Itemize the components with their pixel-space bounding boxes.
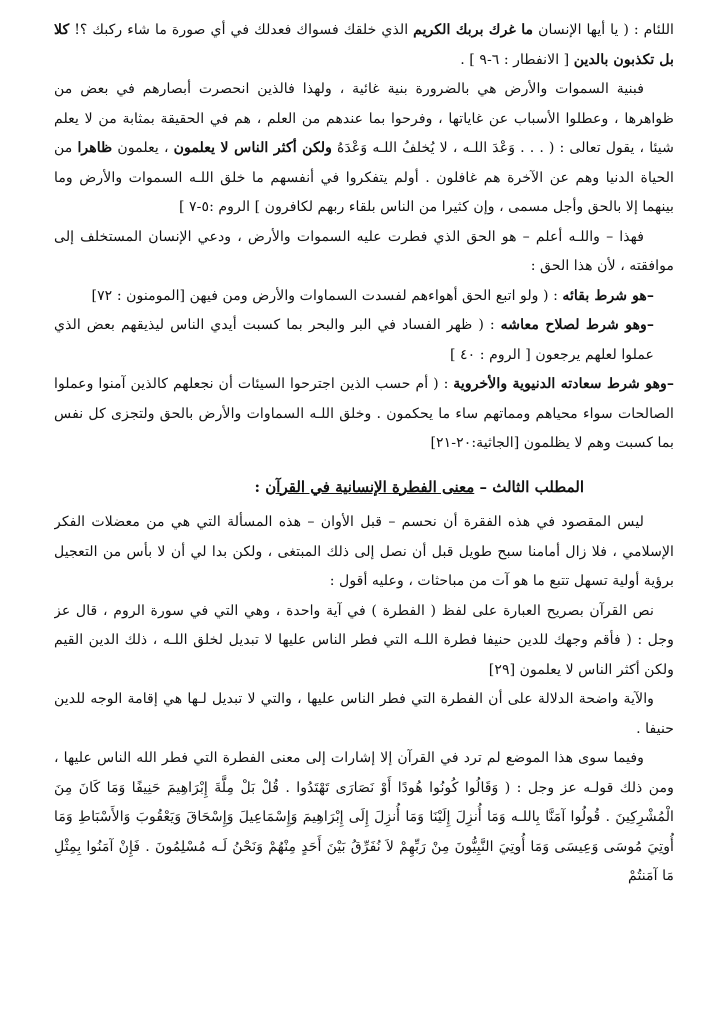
paragraph-teleology	[54, 75, 674, 223]
section-heading-title: معنى الفطرة الإنسانية في القرآن	[265, 477, 475, 496]
paragraph-other-references: وفيما سوى هذا الموضع لم ترد في القرآن إلا إشارات إلى معنى الفطرة التي فطر الله الناس عليها ، ومن ذلك قولـه عز وجل : ( وَقَالُوا كُونُوا هُودًا أَوْ نَصَارَى تَهْتَدُوا . قُلْ بَلْ مِلَّةَ إِبْرَاهِيمَ حَنِيفًا وَمَا كَانَ مِنَ الْمُشْرِكِينَ . قُولُوا آمَنَّا بِاللـه وَمَا أُنزِلَ إِلَيْنَا وَمَا أُنزِلَ إِلَى إِبْرَاهِيمَ وَإِسْمَاعِيلَ وَإِسْحَاقَ وَيَعْقُوبَ وَالأَسْبَاطِ وَمَا أُوتِيَ مُوسَى وَعِيسَى وَمَا أُوتِيَ النَّبِيُّونَ مِنْ رَبِّهِمْ لاَ نُفَرِّقُ بَيْنَ أَحَدٍ مِنْهُمْ وَنَحْنُ لَـه مُسْلِمُونَ . فَإِنْ آمَنُوا بِمِثْلِ مَا آمَنتُمْ	[54, 750, 674, 884]
list-item-lead: –هو شرط بقائه	[562, 287, 654, 304]
list-item-survival	[54, 282, 674, 312]
list-item-text: : ( أم حسب الذين اجترحوا السيئات أن نجعلهم كالذين آمنوا وعملوا الصالحات سواء محياهم ومماتهم ساء ما يحكمون . وخلق اللـه السماوات والأرض بالحق ولتجزى كل نفس بما كسبت وهم لا يظلمون [الجاثية:٢٠-٢١]	[54, 376, 674, 451]
bold-phrase: كلا بل تكذبون بالدين	[54, 22, 674, 68]
bold-phrase: ظاهرا	[77, 140, 113, 156]
list-item-text: : ( ظهر الفساد في البر والبحر بما كسبت أيدي الناس ليذيقهم بعض الذي عملوا لعلهم يرجعون [ الروم : ٤٠ ]	[54, 317, 654, 363]
list-item-lead: –وهو شرط لصلاح معاشه	[500, 317, 655, 333]
paragraph-fitra-verse: نص القرآن بصريح العبارة على لفظ ( الفطرة ) في آية واحدة ، وهي التي في سورة الروم ، قال عز وجل : ( فأقم وجهك للدين حنيفا فطرة اللـه التي فطر الناس عليها لا تبديل لخلق اللـه ، ذلك الدين القيم ولكن أكثر الناس لا يعلمون [٢٩]	[54, 602, 674, 678]
text-run: فبنية السموات والأرض هي بالضرورة بنية غائية ، ولهذا فالذين انحصرت أبصارهم في بعض من ظواهرها ، وعطلوا الأسباب عن غاياتها ، وفرحوا بما عندهم من العلم ، هم في الحقيقة بمثابة من لا يعلم شيئا ، يقول تعالى : ( . . . وَعْدَ اللـه ، لا يُخلفُ اللـه وَعْدَهُ	[54, 81, 674, 156]
bold-phrase: ولكن أكثر الناس لا يعلمون	[173, 140, 332, 156]
verse-reference: [ الانفطار : ٦-٩ ] .	[460, 51, 574, 68]
paragraph-verse-meaning: والآية واضحة الدلالة على أن الفطرة التي فطر الناس عليها ، والتي لا تبديل لـها هي إقامة الوجه للدين حنيفا .	[54, 691, 674, 737]
section-heading	[54, 473, 674, 503]
text-run: اللئام : ( يا أيها الإنسان	[533, 22, 674, 38]
list-item-livelihood	[54, 311, 674, 370]
paragraph-quran-infitar	[54, 16, 674, 75]
section-heading-tail: :	[254, 477, 266, 496]
text-run: من الحياة الدنيا وهم عن الآخرة هم غافلون . أولم يتفكروا في أنفسهم ما خلق اللـه السموات والأرض وما بينهما إلا بالحق وأجل مسمى ، وإن كثيرا من الناس بلقاء ربهم لكافرون ] الروم :٥-٧ ]	[54, 140, 674, 215]
list-item-text: : ( ولو اتبع الحق أهواءهم لفسدت السماوات والأرض ومن فيهن [المومنون : ٧٢]	[91, 287, 563, 304]
paragraph-purpose: ليس المقصود في هذه الفقرة أن نحسم – قبل الأوان – هذه المسألة التي هي من معضلات الفكر الإسلامي ، فلا زال أمامنا سبح طويل قبل أن نصل إلى ذلك المبتغى ، ولكن بدا لي أن لا بأس من التعجيل برؤية أولية تسهل تتبع ما هو آت من مباحثات ، وعليه أقول :	[54, 514, 674, 589]
paragraph-truth-intro: فهذا – واللـه أعلم – هو الحق الذي فطرت عليه السموات والأرض ، ودعي الإنسان المستخلف إلى موافقته ، لأن هذا الحق :	[54, 228, 674, 274]
list-item-happiness	[54, 370, 674, 459]
document-page	[54, 16, 674, 1014]
text-run: ، يعلمون	[112, 140, 174, 156]
section-heading-lead: المطلب الثالث –	[474, 477, 584, 496]
list-item-lead: –وهو شرط سعادته الدنيوية والأخروية	[453, 376, 674, 392]
bold-phrase: ما غرك بربك الكريم	[413, 22, 534, 38]
text-run: الذي خلقك فسواك فعدلك في أي صورة ما شاء ركبك ؟!	[69, 22, 414, 38]
